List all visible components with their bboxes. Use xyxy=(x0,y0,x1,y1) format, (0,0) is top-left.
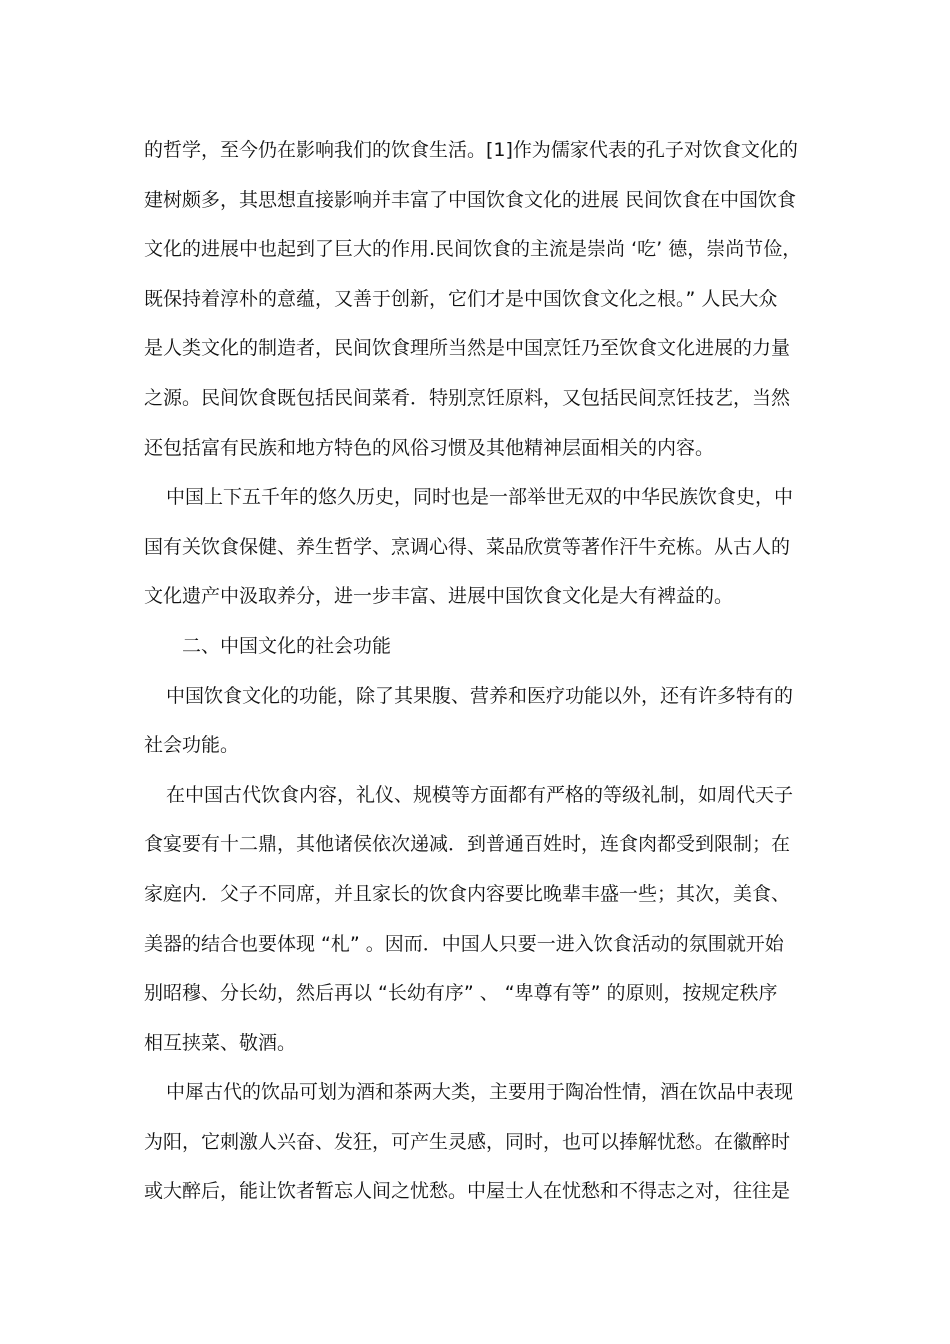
text-line: 的哲学，至今仍在影响我们的饮食生活。[1]作为儒家代表的孔子对饮食文化的 xyxy=(144,139,798,161)
text-line: 文化遗产中汲取养分，进一步丰富、进展中国饮食文化是大有裨益的。 xyxy=(144,585,734,608)
text-line: 建树颇多，其思想直接影响并丰富了中国饮食文化的进展 民间饮食在中国饮食 xyxy=(144,188,797,211)
text-line: 之源。民间饮食既包括民间菜肴．特别烹饪原料，又包括民间烹饪技艺，当然 xyxy=(144,386,791,409)
text-line: 为阳，它刺激人兴奋、发狂，可产生灵感，同时，也可以捧解忧愁。在徽醉时 xyxy=(144,1130,791,1153)
text-line: 别昭穆、分长幼，然后再以 “长幼有序” 、 “卑尊有等” 的原则，按规定秩序 xyxy=(144,982,778,1005)
paragraph-start-line: 中国上下五千年的悠久历史，同时也是一部举世无双的中华民族饮食史，中 xyxy=(166,486,794,509)
text-line: 文化的进展中也起到了巨大的作用.民间饮食的主流是崇尚 ‘吃’ 德，崇尚节俭， xyxy=(144,238,802,261)
text-line: 或大醉后，能让饮者暂忘人间之忧愁。中屋士人在忧愁和不得志之对，往往是 xyxy=(144,1180,791,1203)
text-line: 既保持着淳朴的意蕴，又善于创新，它们才是中国饮食文化之根。” 人民大众 xyxy=(144,287,778,310)
text-line: 还包括富有民族和地方特色的风俗习惯及其他精神层面相关的内容。 xyxy=(144,436,715,459)
text-line: 社会功能。 xyxy=(144,734,240,757)
paragraph-start-line: 中国饮食文化的功能，除了其果腹、营养和医疗功能以外，还有许多特有的 xyxy=(166,684,794,707)
text-line: 家庭内．父子不同席，并且家长的饮食内容要比晚辈丰盛一些；其次，美食、 xyxy=(144,882,791,905)
text-line: 美器的结合也要体现 “札” 。因而．中国人只要一进入饮食活动的氛围就开始 xyxy=(144,932,784,955)
text-line: 国有关饮食保健、养生哲学、烹调心得、菜品欣赏等著作汗牛充栋。从古人的 xyxy=(144,535,791,558)
text-line: 相互挟菜、敬酒。 xyxy=(144,1031,297,1054)
paragraph-start-line: 中犀古代的饮品可划为酒和茶两大类，主要用于陶冶性情，酒在饮品中表现 xyxy=(166,1081,794,1104)
text-line: 是人类文化的制造者，民间饮食理所当然是中国烹饪乃至饮食文化进展的力量 xyxy=(144,337,791,360)
section-heading: 二、中国文化的社会功能 xyxy=(182,634,392,657)
paragraph-start-line: 在中国古代饮食内容，礼仪、规模等方面都有严格的等级礼制，如周代天子 xyxy=(166,783,794,806)
text-line: 食宴要有十二鼎，其他诸侯依次递减．到普通百姓时，连食肉都受到限制；在 xyxy=(144,833,791,856)
body-text xyxy=(144,126,812,1217)
